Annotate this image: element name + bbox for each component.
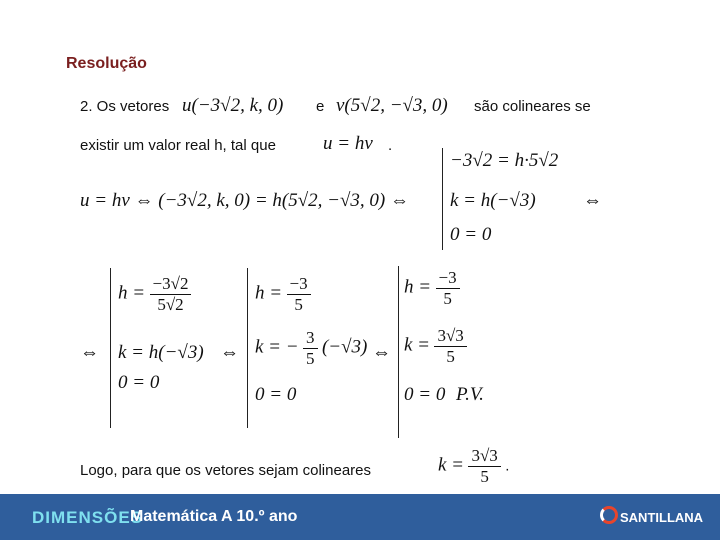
fraction-numerator: 3√3 bbox=[468, 446, 500, 467]
conclusion-k-label: k = bbox=[438, 454, 465, 476]
system2-k-factor: (−√3) bbox=[321, 336, 368, 358]
system-brace bbox=[442, 148, 443, 250]
system-eq-3: 0 = 0 bbox=[450, 224, 492, 245]
publisher-logo-icon bbox=[600, 506, 618, 524]
fraction-denominator: 5 bbox=[294, 294, 303, 314]
fraction-numerator: −3 bbox=[287, 274, 311, 295]
system3-h-label: h = bbox=[404, 276, 432, 298]
page-title: Resolução bbox=[66, 55, 147, 72]
system3-k bbox=[404, 326, 467, 366]
system-brace bbox=[247, 268, 248, 428]
conclusion-k-fraction bbox=[468, 446, 500, 486]
equivalence-arrow: ⇔ bbox=[583, 190, 602, 211]
system3-k-label: k = bbox=[404, 334, 431, 356]
system-brace bbox=[398, 266, 399, 438]
conclusion-result bbox=[438, 446, 509, 486]
system1-zero: 0 = 0 bbox=[118, 372, 160, 393]
fraction-denominator: 5 bbox=[443, 288, 452, 308]
system-eq-1: −3√2 = h·5√2 bbox=[450, 150, 559, 171]
system2-h-fraction bbox=[287, 274, 311, 314]
vector-equation: u = hv ⇔ (−3√2, k, 0) = h(5√2, −√3, 0) ⇔ bbox=[80, 190, 409, 211]
system1-h-fraction bbox=[150, 274, 192, 314]
fraction-numerator: 3√3 bbox=[434, 326, 466, 347]
system1-h-label: h = bbox=[118, 282, 146, 304]
system-brace bbox=[110, 268, 111, 428]
condition-dot: . bbox=[388, 137, 393, 154]
brand-name: DIMENSÕES bbox=[32, 508, 144, 527]
condition-label: existir um valor real h, tal que bbox=[80, 137, 276, 154]
statement-tail: são colineares se bbox=[474, 98, 591, 115]
equivalence-arrow: ⇔ bbox=[80, 342, 99, 363]
fraction-denominator: 5 bbox=[306, 348, 315, 368]
system1-h bbox=[118, 274, 191, 314]
system1-k: k = h(−√3) bbox=[118, 342, 204, 363]
system-eq-2: k = h(−√3) bbox=[450, 190, 536, 211]
vector-u: u(−3√2, k, 0) bbox=[182, 95, 284, 116]
fraction-numerator: −3 bbox=[436, 268, 460, 289]
possible-system-label: P.V. bbox=[456, 384, 484, 405]
system2-k bbox=[255, 328, 367, 368]
statement-label: 2. Os vetores bbox=[80, 98, 170, 115]
equivalence-arrow: ⇔ bbox=[220, 342, 239, 363]
course-name: Matemática A 10.º ano bbox=[130, 508, 298, 525]
fraction-denominator: 5 bbox=[446, 346, 455, 366]
system2-h bbox=[255, 274, 311, 314]
system3-h-fraction bbox=[436, 268, 460, 308]
fraction-denominator: 5√2 bbox=[157, 294, 184, 314]
system2-h-label: h = bbox=[255, 282, 283, 304]
system3-k-fraction bbox=[434, 326, 466, 366]
conclusion-label: Logo, para que os vetores sejam colineares bbox=[80, 462, 372, 479]
condition-equation: u = hv bbox=[323, 133, 373, 154]
fraction-numerator: 3 bbox=[303, 328, 318, 349]
footer-bar bbox=[0, 494, 720, 540]
system3-zero: 0 = 0 bbox=[404, 384, 446, 405]
publisher-name: SANTILLANA bbox=[620, 510, 704, 525]
system3-h bbox=[404, 268, 460, 308]
vector-v: v(5√2, −√3, 0) bbox=[336, 95, 448, 116]
and-text: e bbox=[316, 98, 325, 115]
system2-k-label: k = − bbox=[255, 336, 299, 358]
system2-zero: 0 = 0 bbox=[255, 384, 297, 405]
equivalence-arrow: ⇔ bbox=[372, 342, 391, 363]
system2-k-fraction bbox=[303, 328, 318, 368]
fraction-numerator: −3√2 bbox=[150, 274, 192, 295]
fraction-denominator: 5 bbox=[480, 466, 489, 486]
conclusion-dot: . bbox=[505, 457, 510, 475]
